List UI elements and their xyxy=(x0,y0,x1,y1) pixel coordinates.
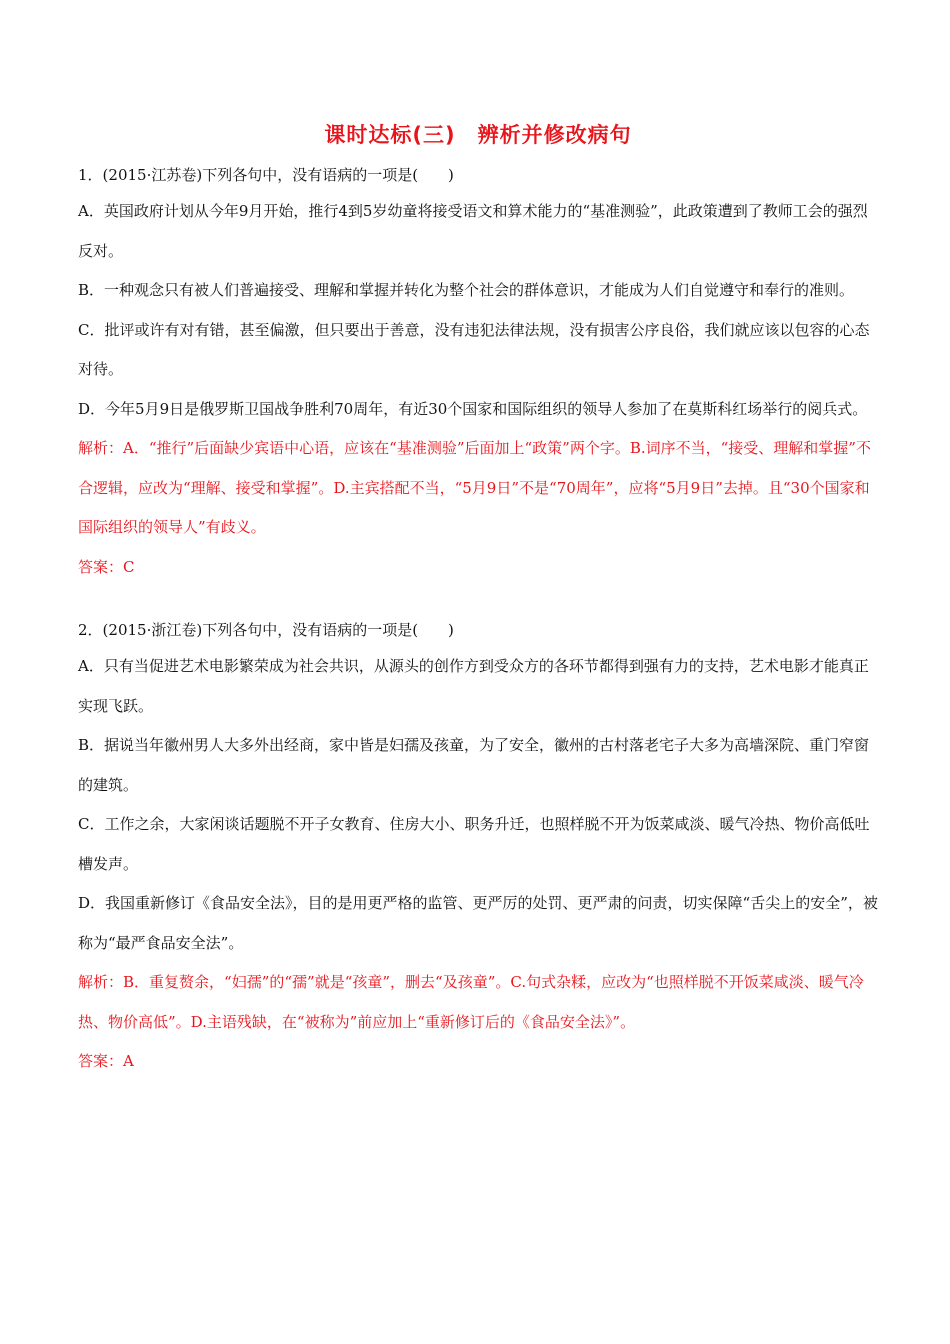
section-spacer xyxy=(78,587,878,613)
option-c: C．工作之余，大家闲谈话题脱不开子女教育、住房大小、职务升迁，也照样脱不开为饭菜咸淡、暖气冷热、物价高低吐槽发声。 xyxy=(78,815,870,873)
option-a: A．只有当促进艺术电影繁荣成为社会共识，从源头的创作方到受众方的各环节都得到强有力的支持，艺术电影才能真正实现飞跃。 xyxy=(78,657,869,715)
question-2 xyxy=(78,613,878,1082)
option-d: D．今年5月9日是俄罗斯卫国战争胜利70周年，有近30个国家和国际组织的领导人参加了在莫斯科红场举行的阅兵式。 xyxy=(78,399,868,418)
question-stem: 2．(2015·浙江卷)下列各句中，没有语病的一项是( ) xyxy=(78,621,454,639)
page-title: 课时达标(三) 辨析并修改病句 xyxy=(324,123,632,147)
option-b: B．一种观念只有被人们普遍接受、理解和掌握并转化为整个社会的群体意识，才能成为人们自觉遵守和奉行的准则。 xyxy=(78,281,855,299)
question-1 xyxy=(78,158,878,587)
option-c: C．批评或许有对有错，甚至偏激，但只要出于善意，没有违犯法律法规，没有损害公序良俗，我们就应该以包容的心态对待。 xyxy=(78,320,870,378)
question-stem: 1．(2015·江苏卷)下列各句中，没有语病的一项是( ) xyxy=(78,166,454,184)
analysis: 解析：A．“推行”后面缺少宾语中心语，应该在“基准测验”后面加上“政策”两个字。B.词序不当，“接受、理解和掌握”不合逻辑，应改为“理解、接受和掌握”。D.主宾搭配不当，“5月9日”不是“70周年”，应将“5月9日”去掉。且“30个国家和国际组织的领导人”有歧义。 xyxy=(78,439,871,536)
analysis: 解析：B．重复赘余，“妇孺”的“孺”就是“孩童”，删去“及孩童”。C.句式杂糅，应改为“也照样脱不开饭菜咸淡、暖气冷热、物价高低”。D.主语残缺，在“被称为”前应加上“重新修订后的《食品安全法》”。 xyxy=(78,973,864,1031)
answer: 答案：C xyxy=(78,557,135,576)
document-page xyxy=(78,118,878,1082)
answer: 答案：A xyxy=(78,1052,134,1070)
option-b: B．据说当年徽州男人大多外出经商，家中皆是妇孺及孩童，为了安全，徽州的古村落老宅子大多为高墙深院、重门窄窗的建筑。 xyxy=(78,736,870,794)
option-d: D．我国重新修订《食品安全法》，目的是用更严格的监管、更严厉的处罚、更严肃的问责，切实保障“舌尖上的安全”，被称为“最严食品安全法”。 xyxy=(78,894,878,952)
option-a: A．英国政府计划从今年9月开始，推行4到5岁幼童将接受语文和算术能力的“基准测验”，此政策遭到了教师工会的强烈反对。 xyxy=(78,202,868,260)
